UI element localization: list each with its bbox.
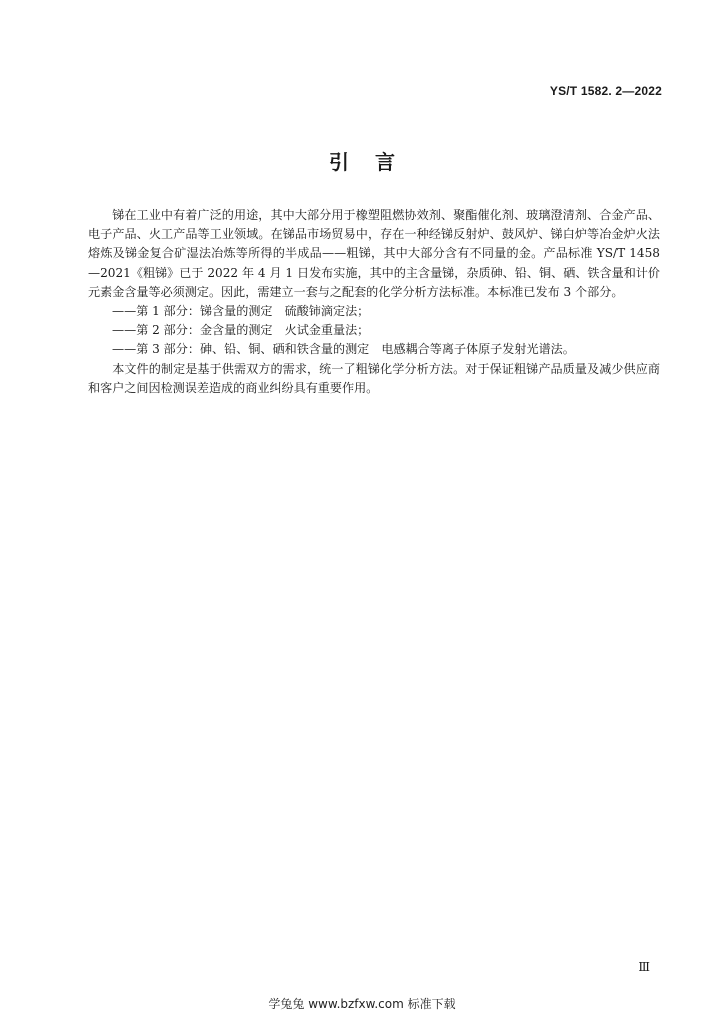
part-1-item: ——第 1 部分：锑含量的测定 硫酸铈滴定法； — [112, 304, 370, 319]
footer-watermark-text: 学兔兔 www.bzfxw.com 标准下载 — [268, 997, 456, 1011]
purpose-paragraph: 本文件的制定是基于供需双方的需求，统一了粗锑化学分析方法。对于保证粗锑产品质量及减少供应商和客户之间因检测误差造成的商业纠纷具有重要作用。 — [88, 361, 660, 395]
part-3-item: ——第 3 部分：砷、铅、铜、硒和铁含量的测定 电感耦合等离子体原子发射光谱法。 — [112, 342, 575, 357]
part-2-item: ——第 2 部分：金含量的测定 火试金重量法； — [112, 323, 370, 338]
standard-code: YS/T 1582. 2—2022 — [549, 84, 662, 98]
intro-paragraph: 锑在工业中有着广泛的用途，其中大部分用于橡塑阻燃协效剂、聚酯催化剂、玻璃澄清剂、合金产品、电子产品、火工产品等工业领域。在锑品市场贸易中，存在一种经锑反射炉、鼓风炉、锑白炉等冶金炉火法熔炼及锑金复合矿湿法冶炼等所得的半成品——粗锑，其中大部分含有不同量的金。产品标准 YS/T 1458—2021《粗锑》已于 2022 年 4 月 1 日发布实施，其中的主含量锑，杂质砷、铅、铜、硒、铁含量和计价元素金含量等必须测定。因此，需建立一套与之配套的化学分析方法标准。本标准已发布 3 个部分。 — [88, 208, 660, 299]
page-title: 引言 — [329, 150, 421, 174]
document-body — [88, 206, 660, 398]
page-number: Ⅲ — [638, 960, 650, 974]
